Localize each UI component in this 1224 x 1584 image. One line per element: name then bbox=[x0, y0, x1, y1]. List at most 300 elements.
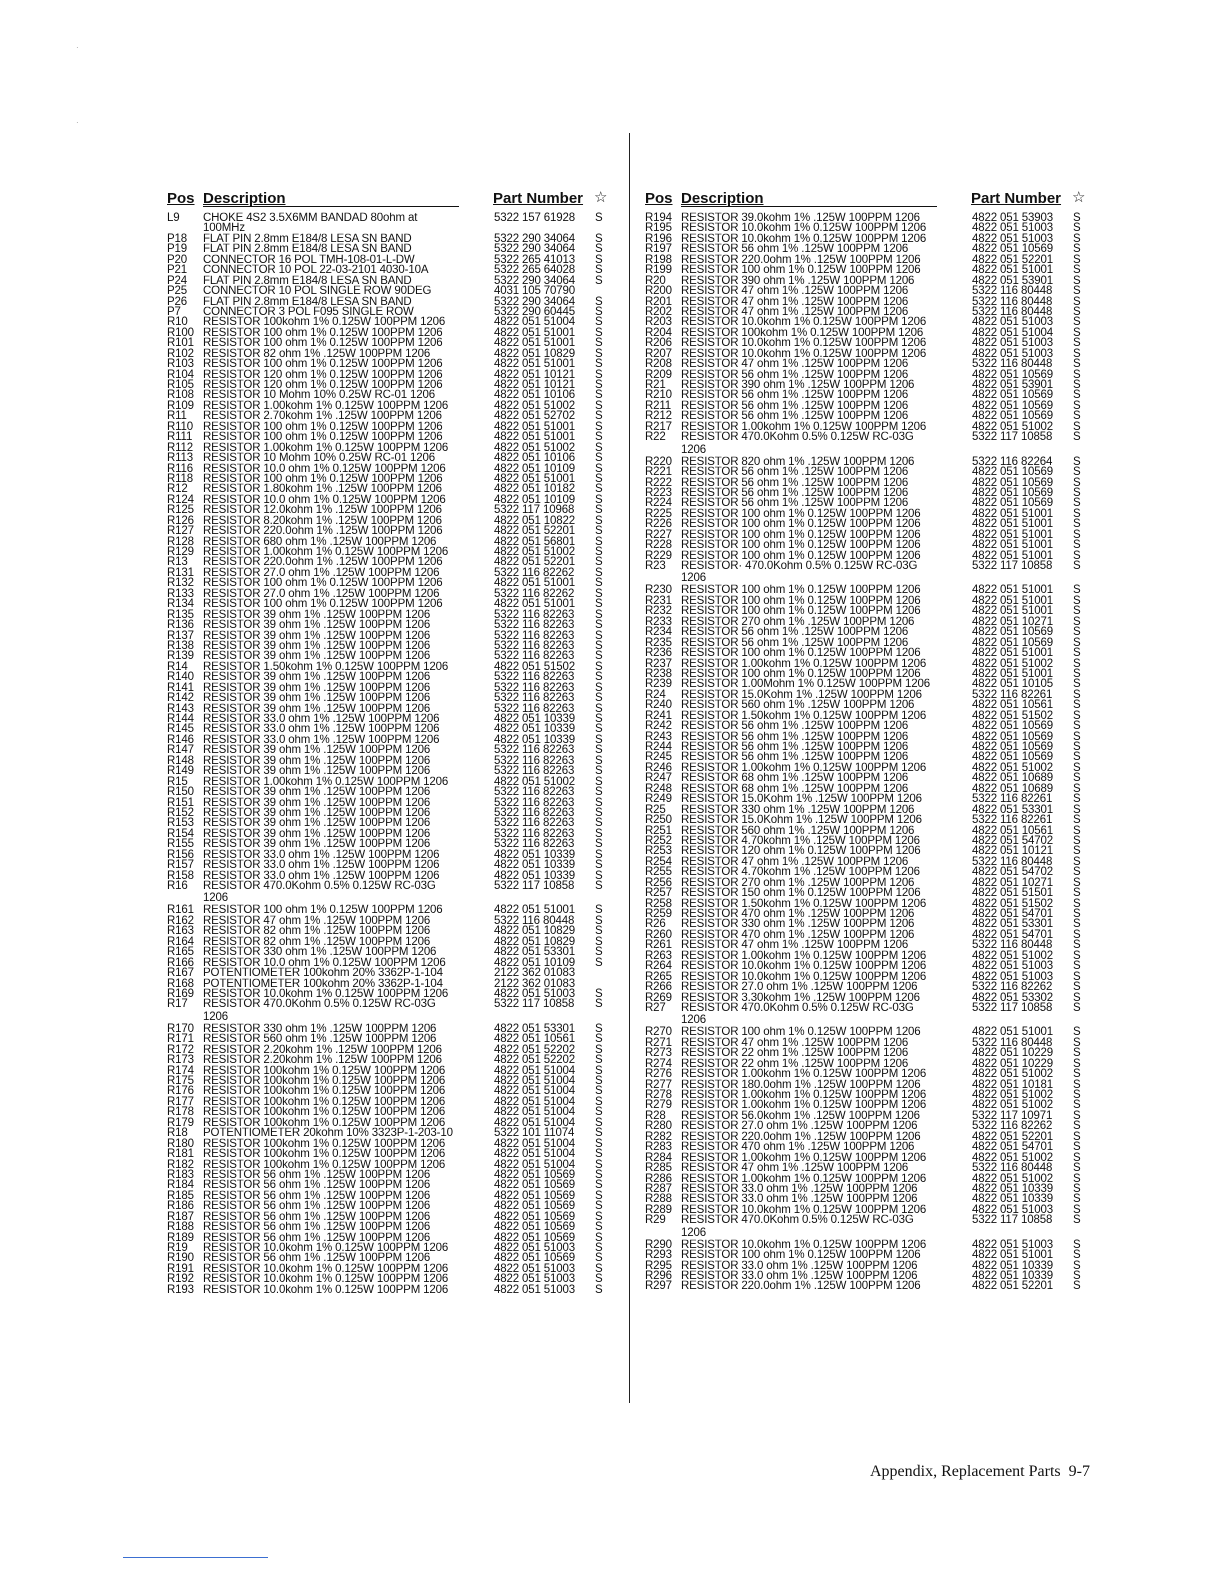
service-flag-cell: S bbox=[1073, 1161, 1081, 1175]
pos-cell: R128 bbox=[167, 535, 194, 548]
part-number-cell: 5322 290 34064 bbox=[494, 243, 576, 256]
service-flag-cell: S bbox=[1073, 465, 1081, 479]
service-flag-cell: S bbox=[1073, 761, 1081, 775]
pos-cell: R277 bbox=[645, 1078, 672, 1091]
part-number-cell: 5322 116 82263 bbox=[494, 629, 575, 642]
part-number-cell: 5322 116 82264 bbox=[972, 455, 1053, 468]
pos-cell: R228 bbox=[645, 538, 672, 552]
part-number-cell: 5322 116 80448 bbox=[972, 939, 1053, 952]
service-flag-cell: S bbox=[595, 1168, 603, 1182]
pos-cell: R164 bbox=[167, 935, 194, 949]
description-cell: RESISTOR 56 ohm 1% .125W 100PPM 1206 bbox=[681, 637, 909, 649]
service-flag-cell: S bbox=[1073, 1046, 1081, 1060]
service-flag-cell: S bbox=[595, 1210, 603, 1223]
service-flag-cell: S bbox=[595, 305, 603, 319]
pos-cell: R287 bbox=[645, 1182, 672, 1196]
part-number-cell: 4822 051 51002 bbox=[972, 949, 1054, 963]
part-number-cell: 4822 051 51001 bbox=[972, 584, 1054, 597]
pos-cell: P24 bbox=[167, 274, 188, 287]
pos-cell: R147 bbox=[167, 744, 194, 757]
pos-cell: R186 bbox=[167, 1199, 194, 1213]
description-cell: RESISTOR 100 ohm 1% 0.125W 100PPM 1206 bbox=[203, 421, 443, 433]
pos-cell: R129 bbox=[167, 545, 194, 559]
service-flag-cell: S bbox=[1073, 1036, 1081, 1050]
service-flag-cell: S bbox=[1073, 211, 1081, 225]
part-number-cell: 4822 051 51001 bbox=[972, 667, 1054, 681]
part-number-cell: 4822 051 51001 bbox=[494, 357, 576, 371]
description-cell: RESISTOR 220.0ohm 1% .125W 100PPM 1206 bbox=[681, 254, 921, 266]
part-number-cell: 5322 116 82263 bbox=[494, 837, 575, 851]
pos-cell: R163 bbox=[167, 925, 194, 938]
pos-cell: R242 bbox=[645, 719, 672, 733]
part-number-cell: 4822 051 51004 bbox=[494, 1116, 576, 1130]
part-number-cell: 4822 051 10339 bbox=[494, 848, 576, 861]
service-flag-cell: S bbox=[595, 733, 603, 747]
pos-cell: R167 bbox=[167, 966, 194, 980]
description-cell: CONNECTOR 10 POL SINGLE ROW 90DEG bbox=[203, 285, 432, 297]
part-number-cell: 4822 051 10339 bbox=[494, 712, 576, 726]
description-cell: RESISTOR 8.20kohm 1% .125W 100PPM 1206 bbox=[203, 515, 442, 527]
part-number-cell: 5322 116 82263 bbox=[494, 796, 575, 809]
description-cell: RESISTOR 1.80kohm 1% .125W 100PPM 1206 bbox=[203, 484, 442, 496]
description-cell: RESISTOR 10.0kohm 1% 0.125W 100PPM 1206 bbox=[681, 317, 927, 329]
description-cell: RESISTOR 39 ohm 1% .125W 100PPM 1206 bbox=[203, 671, 431, 683]
description-cell: RESISTOR 39 ohm 1% .125W 100PPM 1206 bbox=[203, 682, 431, 694]
description-cell: RESISTOR 39 ohm 1% .125W 100PPM 1206 bbox=[203, 640, 431, 652]
part-number-cell: 4822 051 10689 bbox=[972, 782, 1054, 796]
service-flag-cell: S bbox=[1073, 1099, 1081, 1112]
service-flag-cell: S bbox=[595, 545, 603, 559]
description-cell: RESISTOR 56 ohm 1% .125W 100PPM 1206 bbox=[681, 741, 909, 753]
pos-cell: R23 bbox=[645, 559, 666, 573]
service-flag-cell: S bbox=[1073, 939, 1081, 952]
pos-cell: R248 bbox=[645, 782, 672, 796]
part-number-cell: 4822 051 10569 bbox=[494, 1210, 576, 1223]
service-flag-cell: S bbox=[595, 326, 603, 340]
description-cell: RESISTOR 39 ohm 1% .125W 100PPM 1206 bbox=[203, 838, 431, 850]
service-flag-cell: S bbox=[595, 462, 603, 475]
pos-cell: R270 bbox=[645, 1026, 672, 1039]
service-flag-cell: S bbox=[1073, 263, 1081, 277]
service-flag-cell: S bbox=[1073, 751, 1081, 764]
pos-cell: R28 bbox=[645, 1109, 666, 1123]
pos-cell: R148 bbox=[167, 754, 194, 768]
description-cell: RESISTOR 39 ohm 1% .125W 100PPM 1206 bbox=[203, 755, 431, 767]
description-cell: RESISTOR· 470.0Kohm 0.5% 0.125W RC-03G bbox=[681, 560, 918, 572]
description-cell: RESISTOR 47 ohm 1% .125W 100PPM 1206 bbox=[203, 915, 431, 927]
part-number-cell: 4822 051 51002 bbox=[494, 399, 576, 413]
part-number-cell: 4822 051 51003 bbox=[972, 970, 1054, 983]
description-cell: RESISTOR 470 ohm 1% .125W 100PPM 1206 bbox=[681, 929, 915, 941]
part-number-cell: 4822 051 51003 bbox=[972, 222, 1054, 235]
pos-cell: R109 bbox=[167, 399, 194, 413]
part-number-cell: 5322 116 82262 bbox=[972, 1120, 1053, 1133]
part-number-cell: 5322 116 80448 bbox=[972, 855, 1053, 869]
service-flag-cell: S bbox=[595, 1074, 603, 1088]
description-cell: RESISTOR 56 ohm 1% .125W 100PPM 1206 bbox=[681, 720, 909, 732]
description-cell: RESISTOR 47 ohm 1% .125W 100PPM 1206 bbox=[681, 940, 909, 952]
part-number-cell: 4822 051 10829 bbox=[494, 347, 576, 360]
pos-cell: R132 bbox=[167, 577, 194, 590]
service-flag-cell: S bbox=[595, 998, 603, 1011]
pos-cell: R183 bbox=[167, 1168, 194, 1182]
right-column bbox=[645, 190, 1087, 1292]
description-cell: RESISTOR 39 ohm 1% .125W 100PPM 1206 bbox=[203, 745, 431, 757]
part-number-cell: 4822 051 52201 bbox=[972, 1280, 1054, 1293]
part-number-cell: 4822 051 10121 bbox=[494, 368, 576, 381]
service-flag-cell: S bbox=[595, 945, 603, 959]
scan-speck: · bbox=[76, 43, 79, 52]
description-cell: RESISTOR 100kohm 1% 0.125W 100PPM 1206 bbox=[681, 327, 924, 339]
service-flag-cell: S bbox=[1073, 719, 1081, 733]
description-cell: RESISTOR 10.0 ohm 1% 0.125W 100PPM 1206 bbox=[203, 957, 446, 969]
part-number-cell: 5322 116 82263 bbox=[494, 806, 575, 820]
service-flag-cell: S bbox=[595, 935, 603, 949]
description-cell: 1206 bbox=[203, 1010, 228, 1024]
description-cell: RESISTOR 56 ohm 1% .125W 100PPM 1206 bbox=[681, 390, 909, 402]
part-number-cell: 2122 362 01083 bbox=[494, 966, 576, 980]
pos-cell: R141 bbox=[167, 681, 194, 694]
part-number-cell: 4822 051 51004 bbox=[494, 1095, 576, 1109]
service-flag-cell: S bbox=[595, 827, 603, 841]
pos-cell: R243 bbox=[645, 730, 672, 743]
description-cell: RESISTOR 100 ohm 1% 0.125W 100PPM 1206 bbox=[681, 1249, 921, 1261]
description-cell: RESISTOR 39 ohm 1% .125W 100PPM 1206 bbox=[203, 807, 431, 819]
parts-list-left bbox=[167, 213, 609, 1295]
service-flag-cell: S bbox=[595, 274, 603, 287]
part-number-cell: 5322 117 10971 bbox=[972, 1109, 1053, 1123]
part-number-cell: 4822 051 54702 bbox=[972, 865, 1054, 879]
service-flag-cell: S bbox=[1073, 326, 1081, 340]
part-number-cell: 4822 051 51003 bbox=[972, 232, 1054, 246]
pos-cell: R203 bbox=[645, 316, 672, 329]
pos-cell: R152 bbox=[167, 806, 194, 820]
part-number-cell: 4822 051 10561 bbox=[494, 1032, 576, 1046]
description-cell: RESISTOR 150 ohm 1% 0.125W 100PPM 1206 bbox=[681, 887, 921, 899]
part-number-cell: 4822 051 51004 bbox=[494, 1147, 576, 1161]
part-number-cell: 4822 051 10271 bbox=[972, 615, 1054, 629]
pos-cell: R273 bbox=[645, 1046, 672, 1060]
part-number-cell: 5322 117 10858 bbox=[972, 1213, 1053, 1227]
service-flag-cell: S bbox=[595, 987, 603, 1001]
pos-cell: R179 bbox=[167, 1116, 194, 1130]
description-cell: RESISTOR 39 ohm 1% .125W 100PPM 1206 bbox=[203, 797, 431, 809]
pos-cell: P19 bbox=[167, 243, 188, 256]
part-number-cell: 4822 051 10569 bbox=[494, 1252, 576, 1265]
part-number-cell: 5322 116 82263 bbox=[494, 817, 575, 830]
part-number-cell: 4822 051 10569 bbox=[972, 389, 1054, 402]
part-number-cell: 4822 051 10339 bbox=[494, 733, 576, 747]
service-flag-cell: S bbox=[595, 914, 603, 928]
part-number-cell: 5322 116 82263 bbox=[494, 702, 575, 715]
pos-cell: R182 bbox=[167, 1158, 194, 1171]
description-cell: RESISTOR 100kohm 1% 0.125W 100PPM 1206 bbox=[203, 1075, 446, 1087]
service-flag-cell: S bbox=[1073, 1088, 1081, 1102]
description-cell: RESISTOR 10.0kohm 1% 0.125W 100PPM 1206 bbox=[681, 1204, 927, 1216]
description-cell: RESISTOR 10.0kohm 1% 0.125W 100PPM 1206 bbox=[681, 960, 927, 972]
pos-cell: R181 bbox=[167, 1147, 194, 1161]
description-cell: RESISTOR 27.0 ohm 1% .125W 100PPM 1206 bbox=[203, 588, 440, 600]
service-flag-cell: S bbox=[1073, 1213, 1081, 1227]
header-description-wrap bbox=[681, 190, 937, 207]
pos-cell: R222 bbox=[645, 476, 672, 489]
pos-cell: R153 bbox=[167, 817, 194, 830]
part-number-cell: 4822 051 10339 bbox=[972, 1259, 1054, 1272]
pos-cell: R18 bbox=[167, 1126, 188, 1140]
pos-cell: R227 bbox=[645, 528, 672, 541]
service-flag-cell: S bbox=[1073, 1193, 1081, 1206]
description-cell: RESISTOR 100kohm 1% 0.125W 100PPM 1206 bbox=[203, 1159, 446, 1171]
part-number-cell: 5322 290 34064 bbox=[494, 295, 576, 308]
part-number-cell: 4822 051 10106 bbox=[494, 389, 576, 402]
part-number-cell: 4822 051 51004 bbox=[494, 316, 576, 329]
pos-cell: R100 bbox=[167, 326, 194, 340]
pos-cell: R264 bbox=[645, 959, 672, 973]
description-cell: RESISTOR 100 ohm 1% 0.125W 100PPM 1206 bbox=[681, 668, 921, 680]
pos-cell: R19 bbox=[167, 1241, 188, 1255]
service-flag-cell: S bbox=[1073, 1001, 1081, 1015]
description-cell: RESISTOR 1.00kohm 1% 0.125W 100PPM 1206 bbox=[681, 1152, 927, 1164]
part-number-cell: 4822 051 10109 bbox=[494, 493, 576, 507]
part-number-cell: 4822 051 53302 bbox=[972, 991, 1054, 1004]
service-flag-cell: S bbox=[595, 660, 603, 674]
service-flag-cell: S bbox=[595, 1220, 603, 1234]
pos-cell: R22 bbox=[645, 430, 666, 444]
pos-cell: R146 bbox=[167, 733, 194, 747]
part-number-cell: 4822 051 10569 bbox=[494, 1189, 576, 1203]
description-cell: RESISTOR 4.70kohm 1% .125W 100PPM 1206 bbox=[681, 835, 920, 847]
description-cell: RESISTOR 1.00kohm 1% 0.125W 100PPM 1206 bbox=[203, 400, 449, 412]
pos-cell: R110 bbox=[167, 420, 194, 434]
service-flag-cell: S bbox=[595, 1252, 603, 1265]
description-cell: CHOKE 4S2 3.5X6MM BANDAD 80ohm at bbox=[203, 212, 418, 224]
description-cell: RESISTOR 100 ohm 1% 0.125W 100PPM 1206 bbox=[203, 473, 443, 485]
description-cell: RESISTOR 56 ohm 1% .125W 100PPM 1206 bbox=[681, 411, 909, 423]
description-cell: 1206 bbox=[681, 1226, 706, 1239]
description-cell: RESISTOR 1.00kohm 1% 0.125W 100PPM 1206 bbox=[681, 421, 927, 433]
description-cell: RESISTOR 1.50kohm 1% 0.125W 100PPM 1206 bbox=[203, 661, 449, 673]
pos-cell: R135 bbox=[167, 608, 194, 621]
part-number-cell: 4822 051 51004 bbox=[494, 1137, 576, 1150]
pos-cell: R256 bbox=[645, 876, 672, 889]
part-number-cell: 5322 116 82261 bbox=[972, 813, 1053, 827]
header-pos: Pos bbox=[645, 190, 673, 207]
description-cell: RESISTOR 56 ohm 1% .125W 100PPM 1206 bbox=[681, 369, 909, 381]
pos-cell: R247 bbox=[645, 772, 672, 785]
service-flag-cell: S bbox=[1073, 347, 1081, 360]
part-number-cell: 4822 051 10181 bbox=[972, 1078, 1054, 1091]
part-number-cell: 4822 051 10829 bbox=[494, 935, 576, 949]
pos-cell: R143 bbox=[167, 702, 194, 715]
service-flag-cell: S bbox=[1073, 646, 1081, 660]
description-cell: RESISTOR 220.0ohm 1% .125W 100PPM 1206 bbox=[681, 1281, 921, 1293]
description-cell: 1206 bbox=[681, 1014, 706, 1027]
part-number-cell: 4822 051 52201 bbox=[494, 524, 576, 538]
part-number-cell: 4822 051 51004 bbox=[494, 1085, 576, 1098]
part-number-cell: 4822 051 51502 bbox=[972, 709, 1054, 722]
pos-cell: R124 bbox=[167, 493, 194, 507]
part-number-cell: 5322 116 82261 bbox=[972, 688, 1053, 702]
description-cell: RESISTOR 560 ohm 1% .125W 100PPM 1206 bbox=[203, 1033, 437, 1045]
service-flag-cell: S bbox=[1073, 792, 1081, 806]
part-number-cell: 4822 051 10569 bbox=[972, 497, 1054, 510]
description-cell: RESISTOR 10.0kohm 1% 0.125W 100PPM 1206 bbox=[203, 1274, 449, 1286]
part-number-cell: 5322 116 80448 bbox=[972, 284, 1053, 298]
part-number-cell: 4822 051 51001 bbox=[972, 605, 1054, 618]
description-cell: RESISTOR 100 ohm 1% 0.125W 100PPM 1206 bbox=[681, 518, 921, 530]
service-flag-cell: S bbox=[595, 243, 603, 256]
description-cell: RESISTOR 10.0kohm 1% 0.125W 100PPM 1206 bbox=[203, 988, 449, 1000]
part-number-cell: 4822 051 52201 bbox=[494, 556, 576, 569]
pos-cell: P21 bbox=[167, 263, 188, 277]
part-number-cell: 4822 051 51004 bbox=[494, 1064, 576, 1077]
service-flag-cell: S bbox=[1073, 845, 1081, 858]
service-flag-cell: S bbox=[1073, 1259, 1081, 1272]
description-cell: RESISTOR 100 ohm 1% 0.125W 100PPM 1206 bbox=[681, 508, 921, 520]
part-number-cell: 5322 117 10858 bbox=[494, 998, 575, 1011]
service-flag-cell: S bbox=[1073, 1078, 1081, 1091]
description-cell: RESISTOR 1.50kohm 1% 0.125W 100PPM 1206 bbox=[681, 898, 927, 910]
pos-cell: R172 bbox=[167, 1043, 194, 1056]
service-flag-cell: S bbox=[1073, 876, 1081, 889]
service-flag-cell: S bbox=[595, 441, 603, 454]
description-cell: RESISTOR 560 ohm 1% .125W 100PPM 1206 bbox=[681, 825, 915, 837]
part-number-cell: 4822 051 10569 bbox=[972, 486, 1054, 500]
description-cell: RESISTOR 3.30kohm 1% .125W 100PPM 1206 bbox=[681, 992, 920, 1004]
pos-cell: R282 bbox=[645, 1130, 672, 1144]
service-flag-cell: S bbox=[1073, 1182, 1081, 1196]
pos-cell: R136 bbox=[167, 618, 194, 632]
pos-cell: R271 bbox=[645, 1036, 672, 1050]
service-flag-cell: S bbox=[595, 817, 603, 830]
description-cell: 1206 bbox=[681, 572, 706, 585]
service-flag-cell: S bbox=[1073, 1140, 1081, 1154]
pos-cell: R155 bbox=[167, 837, 194, 851]
table-row bbox=[645, 1281, 1087, 1292]
pos-cell: R157 bbox=[167, 858, 194, 872]
pos-cell: R251 bbox=[645, 824, 672, 837]
pos-cell: P18 bbox=[167, 232, 188, 246]
service-flag-cell: S bbox=[1073, 740, 1081, 754]
pos-cell: R226 bbox=[645, 517, 672, 531]
service-flag-cell: S bbox=[1073, 1120, 1081, 1133]
part-number-cell: 4822 051 53301 bbox=[972, 918, 1054, 931]
description-cell: RESISTOR 56 ohm 1% .125W 100PPM 1206 bbox=[203, 1190, 431, 1202]
description-cell: RESISTOR 33.0 ohm 1% .125W 100PPM 1206 bbox=[203, 713, 440, 725]
service-flag-cell: S bbox=[595, 524, 603, 538]
description-cell: RESISTOR 100 ohm 1% 0.125W 100PPM 1206 bbox=[203, 431, 443, 443]
header-description-wrap bbox=[203, 190, 459, 207]
column-divider bbox=[629, 133, 630, 1403]
service-flag-cell: S bbox=[1073, 855, 1081, 869]
pos-cell: R125 bbox=[167, 503, 194, 517]
part-number-cell: 4822 051 51004 bbox=[494, 1106, 576, 1119]
pos-cell: R173 bbox=[167, 1053, 194, 1067]
pos-cell: R197 bbox=[645, 243, 672, 256]
table-header bbox=[645, 190, 1087, 210]
part-number-cell: 4822 051 10822 bbox=[494, 514, 576, 527]
part-number-cell: 4822 051 51002 bbox=[494, 545, 576, 559]
pos-cell: R158 bbox=[167, 869, 194, 882]
header-pos: Pos bbox=[167, 190, 195, 207]
description-cell: RESISTOR 33.0 ohm 1% .125W 100PPM 1206 bbox=[203, 849, 440, 861]
description-cell: RESISTOR 33.0 ohm 1% .125W 100PPM 1206 bbox=[681, 1194, 918, 1206]
pos-cell: R118 bbox=[167, 472, 194, 486]
part-number-cell: 5322 116 80448 bbox=[972, 357, 1053, 371]
pos-cell: R204 bbox=[645, 326, 672, 340]
part-number-cell: 4822 051 10339 bbox=[494, 869, 576, 882]
service-flag-cell: S bbox=[1073, 824, 1081, 837]
star-icon: ☆ bbox=[594, 189, 608, 206]
service-flag-cell: S bbox=[595, 702, 603, 715]
service-flag-cell: S bbox=[595, 618, 603, 632]
service-flag-cell: S bbox=[1073, 232, 1081, 246]
part-number-cell: 4822 051 10182 bbox=[494, 483, 576, 496]
part-number-cell: 5322 117 10858 bbox=[494, 879, 575, 893]
service-flag-cell: S bbox=[595, 587, 603, 601]
part-number-cell: 4822 051 10569 bbox=[972, 368, 1054, 381]
part-number-cell: 4822 051 53301 bbox=[494, 945, 576, 959]
part-number-cell: 4822 051 10121 bbox=[972, 845, 1054, 858]
part-number-cell: 4822 051 54701 bbox=[972, 928, 1054, 942]
pos-cell: R137 bbox=[167, 629, 194, 642]
pos-cell: R200 bbox=[645, 284, 672, 298]
description-cell: RESISTOR 470.0Kohm 0.5% 0.125W RC-03G bbox=[681, 1002, 914, 1014]
part-number-cell: 4822 051 52202 bbox=[494, 1043, 576, 1056]
pos-cell: R234 bbox=[645, 625, 672, 639]
description-cell: RESISTOR 10 Mohm 10% 0.25W RC-01 1206 bbox=[203, 452, 436, 464]
pos-cell: R177 bbox=[167, 1095, 194, 1109]
service-flag-cell: S bbox=[1073, 336, 1081, 350]
parts-list-right bbox=[645, 213, 1087, 1292]
service-flag-cell: S bbox=[1073, 1130, 1081, 1144]
part-number-cell: 4822 051 51001 bbox=[972, 538, 1054, 552]
part-number-cell: 5322 116 82263 bbox=[494, 608, 575, 621]
part-number-cell: 4822 051 10569 bbox=[972, 751, 1054, 764]
part-number-cell: 5322 116 82263 bbox=[494, 618, 575, 632]
pos-cell: R237 bbox=[645, 657, 672, 670]
service-flag-cell: S bbox=[1073, 897, 1081, 910]
pos-cell: R286 bbox=[645, 1172, 672, 1185]
service-flag-cell: S bbox=[595, 848, 603, 861]
pos-cell: R24 bbox=[645, 688, 666, 702]
pos-cell: R13 bbox=[167, 556, 188, 569]
description-cell: RESISTOR 100kohm 1% 0.125W 100PPM 1206 bbox=[203, 1107, 446, 1119]
description-cell: RESISTOR 47 ohm 1% .125W 100PPM 1206 bbox=[681, 1037, 909, 1049]
part-number-cell: 4822 051 10569 bbox=[972, 399, 1054, 413]
service-flag-cell: S bbox=[1073, 410, 1081, 423]
part-number-cell: 4822 051 51502 bbox=[494, 660, 576, 674]
description-cell: RESISTOR 15.0Kohm 1% .125W 100PPM 1206 bbox=[681, 793, 922, 805]
service-flag-cell: S bbox=[595, 785, 603, 799]
description-cell: RESISTOR 47 ohm 1% .125W 100PPM 1206 bbox=[681, 1162, 909, 1174]
part-number-cell: 4822 051 10829 bbox=[494, 925, 576, 938]
description-cell: RESISTOR 1.00kohm 1% 0.125W 100PPM 1206 bbox=[681, 658, 927, 670]
pos-cell: R297 bbox=[645, 1280, 672, 1293]
pos-cell: R10 bbox=[167, 316, 188, 329]
part-number-cell: 5322 116 82263 bbox=[494, 754, 575, 768]
page-footer bbox=[870, 1463, 1090, 1481]
pos-cell: R131 bbox=[167, 566, 194, 580]
description-cell: RESISTOR 68 ohm 1% .125W 100PPM 1206 bbox=[681, 773, 909, 785]
pos-cell: R102 bbox=[167, 347, 194, 360]
part-number-cell: 4822 051 51002 bbox=[494, 441, 576, 454]
description-cell: RESISTOR 220.0ohm 1% .125W 100PPM 1206 bbox=[203, 525, 443, 537]
part-number-cell: 4822 051 51001 bbox=[494, 472, 576, 486]
part-number-cell: 5322 116 82263 bbox=[494, 639, 575, 653]
pos-cell: R190 bbox=[167, 1252, 194, 1265]
pos-cell: R194 bbox=[645, 211, 672, 225]
